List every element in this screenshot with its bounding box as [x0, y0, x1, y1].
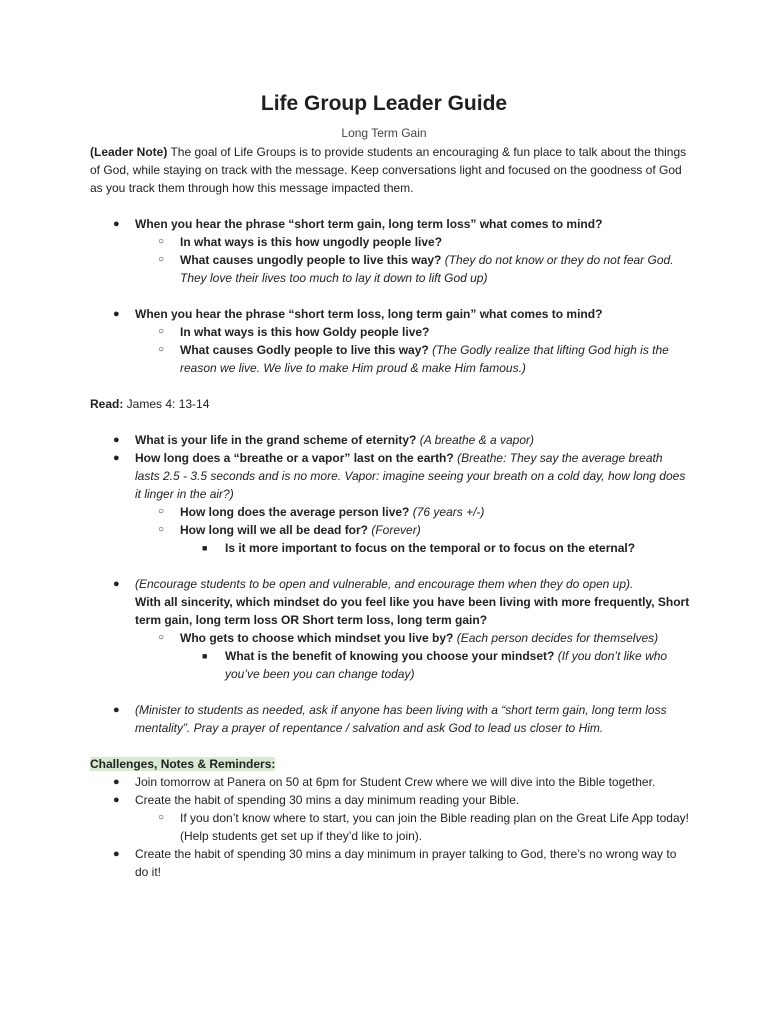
reminder-text: If you don’t know where to start, you can join the Bible reading plan on the Great Life App today! (Help students get set up if they’d like to join). — [180, 811, 689, 843]
bullet-icon: ● — [113, 452, 120, 464]
list-item — [90, 341, 690, 377]
list-item — [90, 305, 690, 323]
question: Is it more important to focus on the temporal or to focus on the eternal? — [225, 541, 636, 555]
reminder-text: Create the habit of spending 30 mins a day minimum reading your Bible. — [135, 793, 520, 807]
bullet-icon: ● — [113, 434, 120, 446]
leader-answer: (If you don’t like who you’ve been you can change today) — [225, 649, 668, 681]
circle-bullet-icon: ○ — [158, 524, 165, 535]
section-ministry — [90, 701, 690, 737]
list-item — [90, 449, 690, 503]
circle-bullet-icon: ○ — [158, 506, 165, 517]
read-label: Read: — [90, 397, 124, 411]
leader-answer: (76 years +/-) — [409, 505, 485, 519]
list-item — [90, 575, 690, 629]
challenges-list — [90, 773, 690, 881]
page-subtitle: Long Term Gain — [341, 126, 427, 140]
circle-bullet-icon: ○ — [158, 812, 165, 823]
bullet-icon: ● — [113, 578, 120, 590]
leader-note: (Encourage students to be open and vulnerable, and encourage them when they do open up). — [135, 577, 634, 591]
leader-answer: (Forever) — [368, 523, 421, 537]
list-item — [90, 233, 690, 251]
leader-note-label: (Leader Note) — [90, 145, 168, 159]
list-item — [90, 701, 690, 737]
list-item — [90, 629, 690, 647]
list-item — [90, 503, 690, 521]
square-bullet-icon: ■ — [202, 543, 208, 553]
list-item — [90, 251, 690, 287]
question: Who gets to choose which mindset you live by? — [180, 631, 454, 645]
circle-bullet-icon: ○ — [158, 236, 165, 247]
section-short-term-gain — [90, 215, 690, 287]
question: What causes Godly people to live this way? — [180, 343, 429, 357]
circle-bullet-icon: ○ — [158, 326, 165, 337]
question: What causes ungodly people to live this way? — [180, 253, 442, 267]
question: What is your life in the grand scheme of eternity? — [135, 433, 417, 447]
challenges-heading — [90, 755, 690, 773]
question: How long will we all be dead for? — [180, 523, 369, 537]
read-reference — [90, 395, 690, 413]
bullet-icon: ● — [113, 776, 120, 788]
highlighted-heading: Challenges, Notes & Reminders: — [90, 757, 276, 771]
leader-answer: (A breathe & a vapor) — [416, 433, 535, 447]
bullet-icon: ● — [113, 704, 120, 716]
section-mindset — [90, 575, 690, 683]
circle-bullet-icon: ○ — [158, 254, 165, 265]
page-title: Life Group Leader Guide — [260, 92, 508, 115]
bullet-icon: ● — [113, 218, 120, 230]
question: When you hear the phrase “short term loss, long term gain” what comes to mind? — [135, 307, 603, 321]
leader-answer: (Each person decides for themselves) — [453, 631, 659, 645]
question: In what ways is this how ungodly people live? — [180, 235, 443, 249]
leader-note-text: The goal of Life Groups is to provide students an encouraging & fun place to talk about the things of God, while staying on track with the message. Keep conversations light and focused on the goodness of God as you track them through how this message impacted them. — [90, 145, 687, 195]
question: With all sincerity, which mindset do you feel like you have been living with more frequently, Short term gain, long term loss OR Short term loss, long term gain? — [135, 595, 690, 627]
list-item — [90, 791, 690, 809]
leader-note — [90, 143, 690, 197]
bullet-icon: ● — [113, 848, 120, 860]
scripture-reference: James 4: 13-14 — [123, 397, 210, 411]
reminder-text: Join tomorrow at Panera on 50 at 6pm for Student Crew where we will dive into the Bible together. — [135, 775, 656, 789]
bullet-icon: ● — [113, 308, 120, 320]
leader-answer: (They do not know or they do not fear God. They love their lives too much to lay it down to lift God up) — [180, 253, 674, 285]
section-eternity — [90, 431, 690, 557]
circle-bullet-icon: ○ — [158, 632, 165, 643]
question: When you hear the phrase “short term gain, long term loss” what comes to mind? — [135, 217, 603, 231]
question: In what ways is this how Goldy people live? — [180, 325, 430, 339]
question: How long does a “breathe or a vapor” last on the earth? — [135, 451, 454, 465]
bullet-icon: ● — [113, 794, 120, 806]
list-item — [90, 809, 690, 845]
document-body — [90, 143, 690, 881]
reminder-text: Create the habit of spending 30 mins a day minimum in prayer talking to God, there’s no wrong way to do it! — [135, 847, 677, 879]
list-item — [90, 845, 690, 881]
leader-answer: (The Godly realize that lifting God high is the reason we live. We live to make Him proud & make Him famous.) — [180, 343, 669, 375]
list-item — [90, 539, 690, 557]
question: What is the benefit of knowing you choose your mindset? — [225, 649, 555, 663]
list-item — [90, 773, 690, 791]
list-item — [90, 521, 690, 539]
square-bullet-icon: ■ — [202, 651, 208, 661]
leader-answer: (Breathe: They say the average breath lasts 2.5 - 3.5 seconds and is no more. Vapor: imagine seeing your breath on a cold day, how long does it linger in the air?) — [135, 451, 686, 501]
leader-note: (Minister to students as needed, ask if anyone has been living with a “short term gain, long term loss mentality”. Pray a prayer of repentance / salvation and ask God to lead us closer to Him. — [135, 703, 667, 735]
list-item — [90, 647, 690, 683]
question: How long does the average person live? — [180, 505, 410, 519]
list-item — [90, 323, 690, 341]
circle-bullet-icon: ○ — [158, 344, 165, 355]
list-item — [90, 215, 690, 233]
list-item — [90, 431, 690, 449]
section-long-term-gain — [90, 305, 690, 377]
